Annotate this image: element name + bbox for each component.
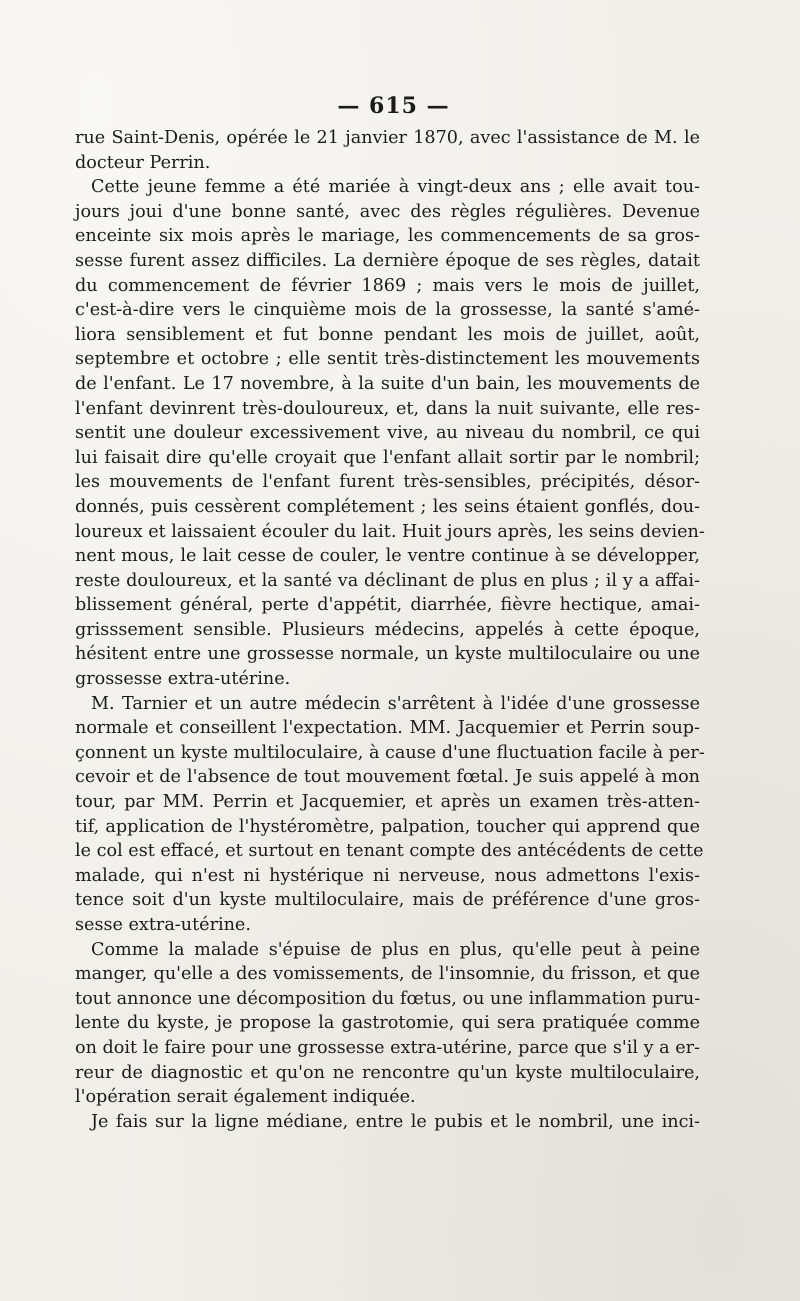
text-line: on doit le faire pour une grossesse extra-utérine, parce que s'il y a er- [75, 1037, 700, 1058]
text-line: Je fais sur la ligne médiane, entre le pubis et le nombril, une inci- [91, 1111, 700, 1132]
text-line: grisssement sensible. Plusieurs médecins, appelés à cette époque, [75, 619, 700, 640]
text-line: rue Saint-Denis, opérée le 21 janvier 1870, avec l'assistance de M. le [75, 128, 700, 148]
text-line: hésitent entre une grossesse normale, un kyste multiloculaire ou une [75, 644, 700, 665]
page-number: — 615 — [337, 93, 450, 119]
text-line: tour, par MM. Perrin et Jacquemier, et après un examen très-atten- [75, 792, 700, 813]
page-content [75, 86, 705, 1134]
text-line: de l'enfant. Le 17 novembre, à la suite d'un bain, les mouvements de [75, 373, 700, 394]
text-line: lente du kyste, je propose la gastrotomie, qui sera pratiquée comme [75, 1013, 700, 1034]
text-line: sentit une douleur excessivement vive, au niveau du nombril, ce qui [75, 423, 700, 444]
text-line: docteur Perrin. [75, 152, 211, 173]
text-line: l'opération serait également indiquée. [75, 1087, 416, 1108]
text-line: du commencement de février 1869 ; mais vers le mois de juillet, [75, 275, 700, 296]
text-line: nent mous, le lait cesse de couler, le ventre continue à se développer, [75, 546, 700, 567]
text-line: septembre et octobre ; elle sentit très-distinctement les mouvements [75, 349, 700, 370]
text-line: çonnent un kyste multiloculaire, à cause d'une fluctuation facile à per- [75, 742, 705, 763]
text-line: normale et conseillent l'expectation. MM. Jacquemier et Perrin soup- [75, 718, 700, 739]
text-line: tif, application de l'hystéromètre, palpation, toucher qui apprend que [75, 816, 700, 837]
text-line: manger, qu'elle a des vomissements, de l'insomnie, du frisson, et que [75, 964, 700, 985]
text-line: Cette jeune femme a été mariée à vingt-deux ans ; elle avait tou- [91, 177, 700, 198]
text-line: c'est-à-dire vers le cinquième mois de la grossesse, la santé s'amé- [75, 300, 700, 321]
text-line: sesse extra-utérine. [75, 915, 251, 935]
text-body [75, 126, 705, 1134]
text-line: Comme la malade s'épuise de plus en plus, qu'elle peut à peine [91, 939, 700, 960]
text-line: l'enfant devinrent très-douloureux, et, dans la nuit suivante, elle res- [75, 398, 700, 419]
text-line: malade, qui n'est ni hystérique ni nerveuse, nous admettons l'exis- [75, 865, 700, 886]
text-line: grossesse extra-utérine. [75, 669, 291, 690]
text-line: sesse furent assez difficiles. La dernière époque de ses règles, datait [75, 250, 700, 271]
text-line: tence soit d'un kyste multiloculaire, mais de préférence d'une gros- [75, 890, 700, 911]
text-line: les mouvements de l'enfant furent très-sensibles, précipités, désor- [75, 472, 700, 493]
text-line: jours joui d'une bonne santé, avec des règles régulières. Devenue [75, 201, 700, 222]
text-line: loureux et laissaient écouler du lait. Huit jours après, les seins devien- [75, 521, 705, 542]
text-line: liora sensiblement et fut bonne pendant les mois de juillet, août, [75, 324, 700, 345]
text-line: donnés, puis cessèrent complétement ; les seins étaient gonflés, dou- [75, 496, 700, 517]
text-line: reur de diagnostic et qu'on ne rencontre qu'un kyste multiloculaire, [75, 1062, 700, 1083]
text-line: enceinte six mois après le mariage, les commencements de sa gros- [75, 226, 700, 247]
text-line: M. Tarnier et un autre médecin s'arrêtent à l'idée d'une grossesse [91, 693, 700, 714]
text-line: tout annonce une décomposition du fœtus, ou une inflammation puru- [75, 988, 701, 1009]
text-line: lui faisait dire qu'elle croyait que l'enfant allait sortir par le nombril; [75, 447, 700, 468]
text-line: cevoir et de l'absence de tout mouvement fœtal. Je suis appelé à mon [75, 767, 700, 788]
text-line: le col est effacé, et surtout en tenant compte des antécédents de cette [75, 841, 704, 862]
text-line: blissement général, perte d'appétit, diarrhée, fièvre hectique, amai- [75, 595, 700, 616]
text-line: reste douloureux, et la santé va déclinant de plus en plus ; il y a affai- [75, 570, 700, 591]
